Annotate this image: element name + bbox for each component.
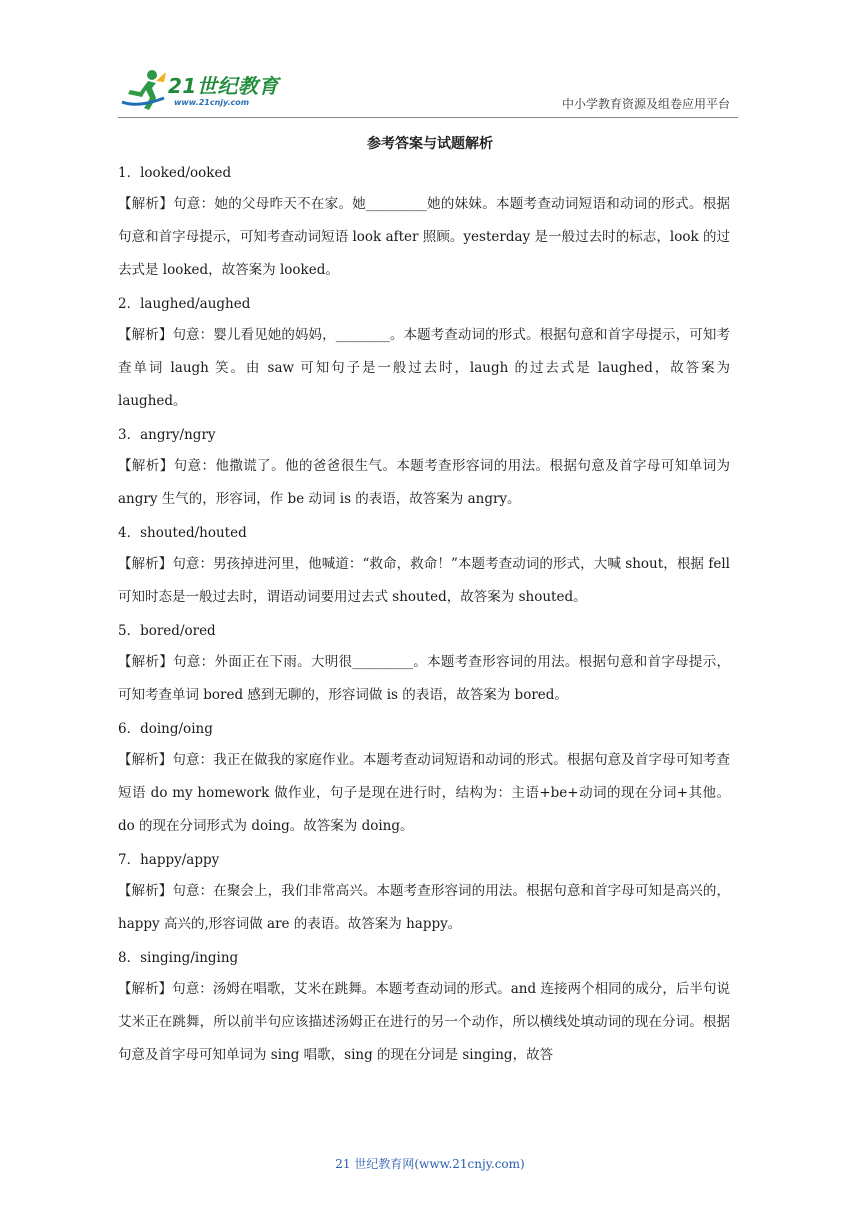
explanation-2: 【解析】句意：婴儿看见她的妈妈，________。本题考查动词的形式。根据句意和首字母提示，可知考查单词 laugh 笑。由 saw 可知句子是一般过去时，laugh 的过去式是 laughed，故答案为 laughed。: [118, 327, 730, 409]
logo-url: www.21cnjy.com: [174, 98, 250, 107]
platform-tagline: 中小学教育资源及组卷应用平台: [561, 97, 730, 111]
explanation-7: 【解析】句意：在聚会上，我们非常高兴。本题考查形容词的用法。根据句意和首字母可知是高兴的，happy 高兴的,形容词做 are 的表语。故答案为 happy。: [118, 883, 730, 932]
header-divider: [118, 117, 738, 118]
site-logo[interactable]: [118, 68, 298, 118]
explanation-1: 【解析】句意：她的父母昨天不在家。她_________她的妹妹。本题考查动词短语和动词的形式。根据句意和首字母提示，可知考查动词短语 look after 照顾。yesterday 是一般过去时的标志，look 的过去式是 looked，故答案为 looked。: [118, 196, 730, 278]
explanation-4: 【解析】句意：男孩掉进河里，他喊道：“救命，救命！”本题考查动词的形式，大喊 shout，根据 fell 可知时态是一般过去时，谓语动词要用过去式 shouted，故答案为 shouted。: [118, 556, 730, 605]
explanation-5: 【解析】句意：外面正在下雨。大明很_________。本题考查形容词的用法。根据句意和首字母提示，可知考查单词 bored 感到无聊的，形容词做 is 的表语，故答案为 bored。: [118, 654, 730, 703]
page-header: [0, 0, 860, 120]
answer-item-7: 7．happy/appy: [118, 852, 220, 868]
answer-item-5: 5．bored/ored: [118, 623, 216, 639]
explanation-6: 【解析】句意：我正在做我的家庭作业。本题考查动词短语和动词的形式。根据句意及首字母可知考查短语 do my homework 做作业，句子是现在进行时，结构为：主语+be+动词的现在分词+其他。do 的现在分词形式为 doing。故答案为 doing。: [118, 752, 730, 834]
runner-logo-icon: [118, 68, 170, 112]
page-title: 参考答案与试题解析: [367, 136, 493, 152]
footer-link[interactable]: 21 世纪教育网(www.21cnjy.com): [335, 1157, 525, 1171]
answer-item-6: 6．doing/oing: [118, 721, 213, 737]
explanation-8: 【解析】句意：汤姆在唱歌，艾米在跳舞。本题考查动词的形式。and 连接两个相同的成分，后半句说艾米正在跳舞，所以前半句应该描述汤姆正在进行的另一个动作，所以横线处填动词的现在分词。根据句意及首字母可知单词为 sing 唱歌，sing 的现在分词是 singing，故答: [118, 981, 730, 1063]
answer-item-2: 2．laughed/aughed: [118, 296, 251, 312]
answer-item-8: 8．singing/inging: [118, 950, 239, 966]
answer-item-3: 3．angry/ngry: [118, 427, 216, 443]
answer-list: [118, 160, 730, 1076]
answer-item-4: 4．shouted/houted: [118, 525, 247, 541]
logo-text: 21世纪教育: [168, 74, 279, 98]
explanation-3: 【解析】句意：他撒谎了。他的爸爸很生气。本题考查形容词的用法。根据句意及首字母可知单词为 angry 生气的，形容词，作 be 动词 is 的表语，故答案为 angry。: [118, 458, 730, 507]
answer-item-1: 1．looked/ooked: [118, 165, 232, 181]
